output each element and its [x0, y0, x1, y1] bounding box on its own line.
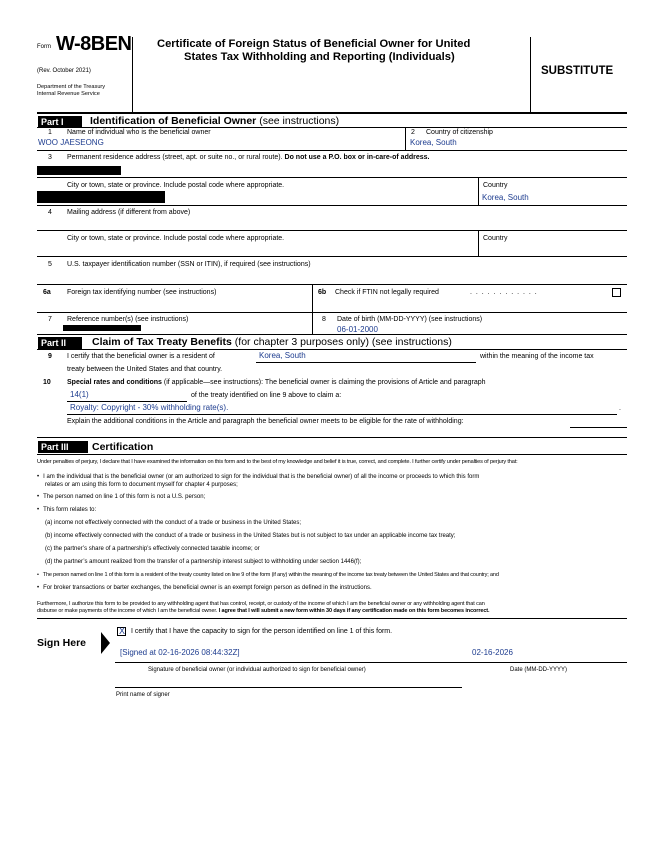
additional-conditions-field[interactable] [570, 416, 627, 428]
form-title-line-1: Certificate of Foreign Status of Beneficial Owner for United [157, 38, 471, 50]
part2-title [92, 336, 452, 348]
capacity-statement: I certify that I have the capacity to sign for the person identified on line 1 of this form. [131, 628, 393, 635]
line6b-number: 6b [318, 289, 327, 296]
city-rule [37, 205, 627, 206]
part3-title: Certification [92, 441, 154, 453]
cert-bullet-3c: (c) the partner’s share of a partnership’s effectively connected taxable income; or [45, 546, 260, 552]
line7-number: 7 [48, 316, 52, 323]
treaty-article-field[interactable] [67, 390, 187, 402]
part1-title [90, 115, 339, 127]
mailing-city-rule [37, 256, 627, 257]
part2-title-rule [37, 349, 627, 350]
part3-label: Part III [38, 441, 88, 453]
ftin-not-required-checkbox[interactable] [612, 288, 621, 297]
cert-bullet-3: • This form relates to: [37, 507, 96, 513]
part2-bottom-rule [37, 437, 627, 438]
line1-number: 1 [48, 129, 52, 136]
part1-bottom-rule [37, 334, 627, 335]
treaty-country-field[interactable] [256, 351, 476, 363]
cert-bullet-3d: (d) the partner’s amount realized from the transfer of a partnership interest subject to withholding under section 1446(f); [45, 559, 362, 565]
dept-line-1: Department of the Treasury [37, 84, 106, 90]
capacity-check-mark: X [119, 626, 126, 636]
cert-bullet-1-line-2: relates or am using this form to document myself for chapter 4 purposes; [45, 482, 238, 488]
line2-number: 2 [411, 129, 415, 136]
redacted-city [37, 191, 165, 203]
part1-label: Part I [38, 116, 82, 128]
form-word: Form [37, 44, 51, 50]
signature-date-field[interactable]: 02-16-2026 [472, 648, 513, 657]
form-title-line-2: States Tax Withholding and Reporting (Individuals) [184, 51, 455, 63]
cert-bullet-5: • For broker transactions or barter exchanges, the beneficial owner is an exempt foreign person as defined in the instructions. [37, 585, 372, 591]
line10-period: . [619, 405, 621, 412]
authorization-line-2a: disburse or make payments of the income of which I am the beneficial owner. [37, 608, 218, 614]
redacted-residence-address [37, 166, 121, 175]
header-divider-left [132, 37, 133, 112]
line3-number: 3 [48, 154, 52, 161]
mailing-city-country-divider [478, 230, 479, 256]
line9-number: 9 [48, 353, 52, 360]
line10-text-2: of the treaty identified on line 9 above to claim a: [191, 392, 342, 399]
part1-title-note: (see instructions) [259, 115, 340, 127]
line5-rule [37, 284, 627, 285]
cert-bullet-2: • The person named on line 1 of this form is not a U.S. person; [37, 494, 205, 500]
line7-8-divider [312, 312, 313, 334]
form-number: W-8BEN [56, 33, 132, 55]
sign-here-label: Sign Here [37, 637, 87, 649]
line3-rule [37, 177, 627, 178]
line3-label-text: Permanent residence address (street, apt. or suite no., or rural route). [67, 154, 283, 161]
line10-number: 10 [43, 379, 51, 386]
line5-label: U.S. taxpayer identification number (SSN or ITIN), if required (see instructions) [67, 261, 311, 268]
line6a-number: 6a [43, 289, 51, 296]
authorization-line-2 [37, 608, 489, 614]
sign-here-arrow-icon [101, 632, 110, 654]
treaty-article-value: 14(1) [70, 390, 89, 399]
line8-number: 8 [322, 316, 326, 323]
header-divider-right [530, 37, 531, 112]
capacity-checkbox[interactable] [117, 627, 126, 636]
country-label: Country [483, 182, 508, 189]
city-country-divider [478, 177, 479, 205]
revision-date: (Rev. October 2021) [37, 68, 91, 74]
part1-title-rule [37, 127, 627, 128]
substitute-label: SUBSTITUTE [541, 65, 614, 77]
mailing-city-label: City or town, state or province. Include postal code where appropriate. [67, 235, 285, 242]
part3-bottom-rule [37, 618, 627, 619]
residence-country-field[interactable]: Korea, South [482, 193, 529, 202]
line10-bold: Special rates and conditions [67, 379, 162, 386]
signature-rule [115, 662, 627, 663]
city-label: City or town, state or province. Include postal code where appropriate. [67, 182, 285, 189]
line3-label [67, 154, 429, 161]
line1-label: Name of individual who is the beneficial owner [67, 129, 211, 136]
part1-title-text: Identification of Beneficial Owner [90, 115, 257, 127]
part2-title-text: Claim of Tax Treaty Benefits [92, 336, 232, 348]
cert-bullet-3a: (a) income not effectively connected with the conduct of a trade or business in the United States; [45, 520, 302, 526]
dept-line-2: Internal Revenue Service [37, 91, 100, 97]
line6-divider [312, 284, 313, 312]
authorization-line-1: Furthermore, I authorize this form to be provided to any withholding agent that has control, receipt, or custody of the income of which I am the beneficial owner or any withholding agent that can [37, 601, 485, 607]
line6-rule [37, 312, 627, 313]
perjury-intro: Under penalties of perjury, I declare that I have examined the information on this form and to the best of my knowledge and belief it is true, correct, and complete. I further certify under penalties of perjury that: [37, 459, 518, 465]
country-of-citizenship-field[interactable]: Korea, South [410, 138, 457, 147]
cert-bullet-1-line-1: • I am the individual that is the beneficial owner (or am authorized to sign for the individual that is the beneficial owner) of all the income or proceeds to which this form [37, 474, 479, 480]
line4-label: Mailing address (if different from above) [67, 209, 191, 216]
line4-rule [37, 230, 627, 231]
treaty-country-value: Korea, South [259, 351, 306, 360]
line10-text-rest: (if applicable—see instructions): The beneficial owner is claiming the provisions of Article and paragraph [163, 379, 486, 386]
part2-label: Part II [38, 337, 82, 349]
line10-explain: Explain the additional conditions in the Article and paragraph the beneficial owner meets to be eligible for the rate of withholding: [67, 418, 464, 425]
line1-rule [37, 150, 627, 151]
withholding-rate-field[interactable] [67, 403, 617, 415]
line7-label: Reference number(s) (see instructions) [67, 316, 189, 323]
authorization-line-2b: I agree that I will submit a new form within 30 days if any certification made on this form becomes incorrect. [218, 608, 490, 614]
line8-label: Date of birth (MM-DD-YYYY) (see instructions) [337, 316, 483, 323]
line6b-dots: . . . . . . . . . . . . [470, 289, 538, 296]
line5-number: 5 [48, 261, 52, 268]
date-of-birth-field[interactable]: 06-01-2000 [337, 325, 378, 334]
mailing-country-label: Country [483, 235, 508, 242]
line6b-label: Check if FTIN not legally required [335, 289, 439, 296]
line9-text-a: I certify that the beneficial owner is a resident of [67, 353, 215, 360]
part2-title-note: (for chapter 3 purposes only) (see instructions) [234, 336, 452, 348]
cert-bullet-4: • The person named on line 1 of this form is a resident of the treaty country listed on line 9 of the form (if any) within the meaning of the income tax treaty between the United States and that country; and [37, 572, 499, 578]
line4-number: 4 [48, 209, 52, 216]
line6a-label: Foreign tax identifying number (see instructions) [67, 289, 217, 296]
line3-label-bold: Do not use a P.O. box or in-care-of address. [284, 154, 430, 161]
header-bottom-rule [37, 112, 627, 114]
signature-date-label: Date (MM-DD-YYYY) [510, 667, 568, 673]
line10-text [67, 379, 486, 386]
line9-text-b: within the meaning of the income tax [480, 353, 594, 360]
redacted-reference-number [63, 325, 141, 331]
signature-label: Signature of beneficial owner (or individual authorized to sign for beneficial owner) [148, 667, 366, 673]
print-name-rule [115, 687, 462, 688]
part3-title-rule [37, 454, 627, 455]
print-name-label: Print name of signer [116, 692, 170, 698]
line1-2-divider [405, 127, 406, 150]
beneficial-owner-name-field[interactable]: WOO JAESEONG [38, 138, 104, 147]
withholding-rate-value: Royalty: Copyright - 30% withholding rate(s). [70, 403, 229, 412]
cert-bullet-3b: (b) income effectively connected with the conduct of a trade or business in the United States but is not subject to tax under an applicable income tax treaty; [45, 533, 456, 539]
signature-field[interactable]: [Signed at 02-16-2026 08:44:32Z] [120, 648, 240, 657]
line9-text-c: treaty between the United States and that country. [67, 366, 223, 373]
line2-label: Country of citizenship [426, 129, 493, 136]
